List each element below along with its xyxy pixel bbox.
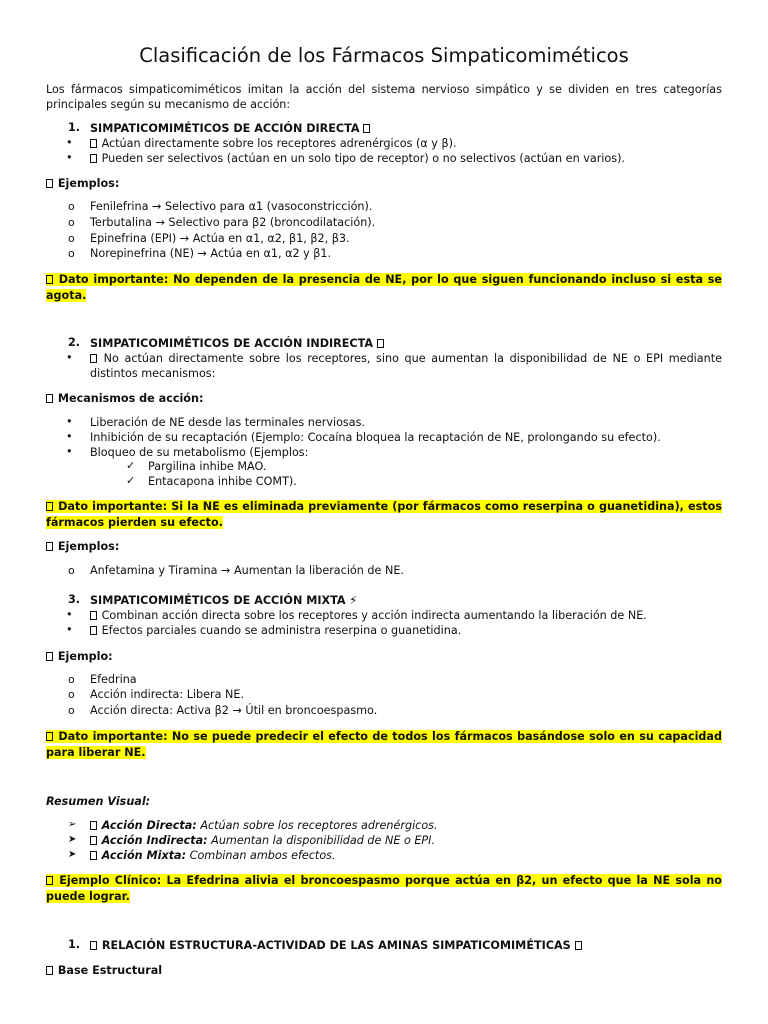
section-3-example-label: Ejemplo: — [46, 649, 722, 664]
bullet-icon: • — [66, 415, 73, 428]
section-2-mechanism-3: Bloqueo de su metabolismo (Ejemplos: — [90, 446, 309, 459]
arrow-outline-icon: ➢ — [68, 819, 77, 830]
section-2-example-1: Anfetamina y Tiramina → Aumentan la liberación de NE. — [90, 564, 404, 577]
emoji-placeholder-icon — [90, 836, 97, 845]
circle-bullet-icon: o — [68, 216, 75, 229]
summary-item-1: Acción Directa: Actúan sobre los receptores adrenérgicos. — [90, 819, 438, 832]
emoji-placeholder-icon — [46, 275, 53, 284]
emoji-placeholder-icon — [90, 139, 97, 148]
bullet-icon: • — [66, 623, 73, 636]
section-2-bullet: No actúan directamente sobre los receptores, sino que aumentan la disponibilidad de NE o EPI mediante distintos mecanismos: — [90, 352, 722, 381]
circle-bullet-icon: o — [68, 704, 75, 717]
section-1-examples-label: Ejemplos: — [46, 176, 722, 191]
circle-bullet-icon: o — [68, 673, 75, 686]
section-4-heading: RELACIÓN ESTRUCTURA-ACTIVIDAD DE LAS AMINAS SIMPATICOMIMÉTICAS — [90, 938, 722, 953]
emoji-placeholder-icon — [46, 652, 53, 661]
section-3-example-1: Efedrina — [90, 673, 137, 686]
circle-bullet-icon: o — [68, 688, 75, 701]
section-1-example-3: Epinefrina (EPI) → Actúa en α1, α2, β1, β2, β3. — [90, 232, 350, 245]
section-2-mechanism-1: Liberación de NE desde las terminales nerviosas. — [90, 416, 365, 429]
arrow-solid-icon: ➤ — [68, 834, 77, 845]
bullet-icon: • — [66, 445, 73, 458]
document-title: Clasificación de los Fármacos Simpaticomiméticos — [139, 44, 629, 67]
bullet-icon: • — [66, 351, 73, 364]
emoji-placeholder-icon — [575, 941, 582, 950]
section-4-number: 1. — [68, 938, 81, 951]
emoji-placeholder-icon — [90, 851, 97, 860]
section-2-note: Dato importante: Si la NE es eliminada previamente (por fármacos como reserpina o guanetidina), estos fármacos pierden su efecto. — [46, 500, 722, 529]
clinical-example-note: Ejemplo Clínico: La Efedrina alivia el broncoespasmo porque actúa en β2, un efecto que la NE sola no puede lograr. — [46, 874, 722, 903]
section-1-example-4: Norepinefrina (NE) → Actúa en α1, α2 y β1. — [90, 247, 332, 260]
section-3-heading: SIMPATICOMIMÉTICOS DE ACCIÓN MIXTA ⚡ — [90, 594, 358, 607]
emoji-placeholder-icon — [363, 124, 370, 133]
section-2-check-1: Pargilina inhibe MAO. — [148, 460, 267, 473]
circle-bullet-icon: o — [68, 564, 75, 577]
section-3-bullet-2: Efectos parciales cuando se administra reserpina o guanetidina. — [90, 623, 722, 638]
section-2-mechanisms-label: Mecanismos de acción: — [46, 391, 722, 406]
emoji-placeholder-icon — [46, 394, 53, 403]
section-4-sub-label: Base Estructural — [46, 963, 722, 978]
summary-item-3: Acción Mixta: Combinan ambos efectos. — [90, 849, 336, 862]
section-3-bullet-1: Combinan acción directa sobre los receptores y acción indirecta aumentando la liberación de NE. — [90, 608, 722, 623]
section-2-mechanism-2: Inhibición de su recaptación (Ejemplo: Cocaína bloquea la recaptación de NE, prolongando su efecto). — [90, 431, 661, 444]
section-2-check-2: Entacapona inhibe COMT). — [148, 475, 297, 488]
section-1-example-2: Terbutalina → Selectivo para β2 (broncodilatación). — [90, 216, 376, 229]
bullet-icon: • — [66, 136, 73, 149]
summary-item-2: Acción Indirecta: Aumentan la disponibilidad de NE o EPI. — [90, 834, 435, 847]
circle-bullet-icon: o — [68, 247, 75, 260]
bullet-icon: • — [66, 151, 73, 164]
emoji-placeholder-icon — [46, 542, 53, 551]
emoji-placeholder-icon — [90, 626, 97, 635]
section-3-example-3: Acción directa: Activa β2 → Útil en broncoespasmo. — [90, 704, 378, 717]
emoji-placeholder-icon — [46, 179, 53, 188]
section-1-heading: SIMPATICOMIMÉTICOS DE ACCIÓN DIRECTA — [90, 121, 722, 136]
emoji-placeholder-icon — [90, 354, 97, 363]
section-3-note: Dato importante: No se puede predecir el efecto de todos los fármacos basándose solo en su capacidad para liberar NE. — [46, 730, 722, 759]
section-1-number: 1. — [68, 121, 81, 134]
bullet-icon: • — [66, 608, 73, 621]
section-3-example-2: Acción indirecta: Libera NE. — [90, 688, 245, 701]
section-2-heading: SIMPATICOMIMÉTICOS DE ACCIÓN INDIRECTA — [90, 336, 722, 351]
section-2-examples-label: Ejemplos: — [46, 539, 722, 554]
summary-heading: Resumen Visual: — [46, 795, 151, 808]
emoji-placeholder-icon — [90, 611, 97, 620]
section-1-bullet-1: Actúan directamente sobre los receptores adrenérgicos (α y β). — [90, 136, 722, 151]
check-icon: ✓ — [126, 459, 136, 472]
circle-bullet-icon: o — [68, 200, 75, 213]
section-3-number: 3. — [68, 593, 81, 606]
check-icon: ✓ — [126, 474, 136, 487]
circle-bullet-icon: o — [68, 232, 75, 245]
section-1-note: Dato importante: No dependen de la presencia de NE, por lo que siguen funcionando incluso si esta se agota. — [46, 273, 722, 302]
emoji-placeholder-icon — [46, 732, 53, 741]
intro-paragraph: Los fármacos simpaticomiméticos imitan la acción del sistema nervioso simpático y se dividen en tres categorías principales según su mecanismo de acción: — [46, 83, 722, 112]
emoji-placeholder-icon — [90, 154, 97, 163]
section-1-example-1: Fenilefrina → Selectivo para α1 (vasoconstricción). — [90, 200, 373, 213]
section-1-bullet-2: Pueden ser selectivos (actúan en un solo tipo de receptor) o no selectivos (actúan en varios). — [90, 151, 722, 166]
bullet-icon: • — [66, 430, 73, 443]
section-2-number: 2. — [68, 336, 81, 349]
emoji-placeholder-icon — [46, 876, 53, 885]
emoji-placeholder-icon — [90, 941, 97, 950]
emoji-placeholder-icon — [377, 339, 384, 348]
arrow-solid-icon: ➤ — [68, 849, 77, 860]
emoji-placeholder-icon — [46, 502, 53, 511]
emoji-placeholder-icon — [46, 966, 53, 975]
emoji-placeholder-icon — [90, 821, 97, 830]
